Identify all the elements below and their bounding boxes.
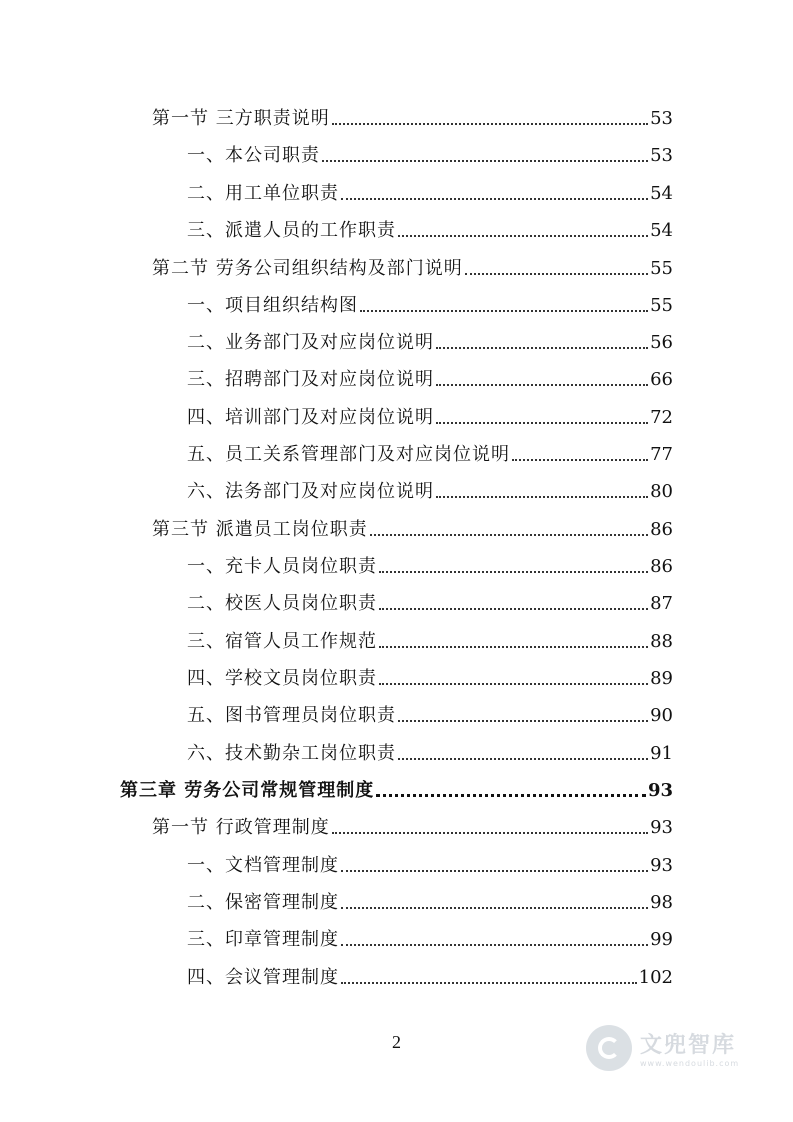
toc-entry[interactable] xyxy=(187,630,673,654)
watermark-text xyxy=(640,1028,739,1068)
toc-entry-page: 98 xyxy=(650,892,673,913)
toc-entry-page: 99 xyxy=(650,929,673,950)
toc-entry-page: 72 xyxy=(650,407,673,428)
toc-entry-title: 第一节 三方职责说明 xyxy=(152,108,330,129)
toc-entry-page: 89 xyxy=(650,668,673,689)
toc-leader-dots xyxy=(370,534,648,536)
toc-entry-title: 四、会议管理制度 xyxy=(187,967,339,988)
toc-leader-dots xyxy=(341,907,648,909)
toc-leader-dots xyxy=(379,683,648,685)
toc-entry-title: 第三节 派遣员工岗位职责 xyxy=(152,519,368,540)
toc-leader-dots xyxy=(436,347,648,349)
toc-entry[interactable] xyxy=(187,555,673,579)
toc-entry-title: 四、培训部门及对应岗位说明 xyxy=(187,407,434,428)
toc-entry[interactable] xyxy=(187,667,673,691)
toc-leader-dots xyxy=(512,459,648,461)
toc-leader-dots xyxy=(398,720,648,722)
toc-entry-title: 五、员工关系管理部门及对应岗位说明 xyxy=(187,444,510,465)
toc-leader-dots xyxy=(376,794,646,797)
toc-entry[interactable] xyxy=(187,966,673,990)
toc-entry-page: 86 xyxy=(650,556,673,577)
watermark-text-cn: 文兜智库 xyxy=(640,1033,737,1058)
toc-entry-title: 第一节 行政管理制度 xyxy=(152,817,330,838)
toc-entry[interactable] xyxy=(187,368,673,392)
toc-entry-title: 一、充卡人员岗位职责 xyxy=(187,556,377,577)
toc-entry-title: 五、图书管理员岗位职责 xyxy=(187,705,396,726)
toc-entry[interactable] xyxy=(152,107,673,131)
toc-leader-dots xyxy=(341,870,648,872)
toc-entry-page: 54 xyxy=(650,183,673,204)
toc-leader-dots xyxy=(398,758,648,760)
toc-leader-dots xyxy=(379,646,648,648)
toc-entry-page: 80 xyxy=(650,481,673,502)
toc-leader-dots xyxy=(341,198,648,200)
toc-entry-page: 54 xyxy=(650,220,673,241)
toc-leader-dots xyxy=(379,608,648,610)
toc-entry[interactable] xyxy=(187,928,673,952)
toc-entry-page: 93 xyxy=(650,855,673,876)
watermark-text-en: www.wendoulib.com xyxy=(640,1059,740,1068)
toc-entry[interactable] xyxy=(187,480,673,504)
toc-leader-dots xyxy=(436,384,648,386)
toc-entry[interactable] xyxy=(187,182,673,206)
toc-entry-title: 二、校医人员岗位职责 xyxy=(187,593,377,614)
toc-leader-dots xyxy=(332,832,648,834)
toc-entry-page: 90 xyxy=(650,705,673,726)
toc-leader-dots xyxy=(360,310,648,312)
toc-entry-title: 第三章 劳务公司常规管理制度 xyxy=(120,780,375,801)
toc-entry-title: 三、招聘部门及对应岗位说明 xyxy=(187,369,434,390)
toc-entry-page: 66 xyxy=(650,369,673,390)
toc-entry[interactable] xyxy=(187,219,673,243)
toc-entry-title: 三、印章管理制度 xyxy=(187,929,339,950)
toc-entry-title: 一、本公司职责 xyxy=(187,145,320,166)
toc-leader-dots xyxy=(322,160,648,162)
toc-entry-page: 93 xyxy=(647,780,673,801)
toc-entry-title: 二、用工单位职责 xyxy=(187,183,339,204)
toc-entry[interactable] xyxy=(187,144,673,168)
toc-entry-page: 77 xyxy=(650,444,673,465)
toc-entry-page: 91 xyxy=(650,743,673,764)
toc-entry[interactable] xyxy=(187,854,673,878)
page-number: 2 xyxy=(392,1032,401,1052)
toc-leader-dots xyxy=(436,496,648,498)
toc-entry-page: 102 xyxy=(638,967,673,988)
toc-entry-page: 86 xyxy=(650,519,673,540)
toc-entry-page: 53 xyxy=(650,145,673,166)
toc-entry-page: 55 xyxy=(650,295,673,316)
toc-entry[interactable] xyxy=(152,257,673,281)
toc-leader-dots xyxy=(398,235,648,237)
toc-leader-dots xyxy=(332,123,648,125)
toc-entry[interactable] xyxy=(152,518,673,542)
toc-entry-page: 93 xyxy=(650,817,673,838)
toc-entry-title: 三、派遣人员的工作职责 xyxy=(187,220,396,241)
toc-entry-chapter[interactable] xyxy=(120,779,673,803)
toc-entry-title: 三、宿管人员工作规范 xyxy=(187,631,377,652)
toc-entry-page: 56 xyxy=(650,332,673,353)
toc-entry-page: 88 xyxy=(650,631,673,652)
toc-entry[interactable] xyxy=(187,331,673,355)
toc-leader-dots xyxy=(436,422,648,424)
toc-entry[interactable] xyxy=(187,443,673,467)
toc-leader-dots xyxy=(341,944,648,946)
toc-entry[interactable] xyxy=(187,592,673,616)
watermark xyxy=(586,1018,766,1078)
toc-entry[interactable] xyxy=(187,406,673,430)
toc-entry[interactable] xyxy=(187,704,673,728)
toc-entry-page: 87 xyxy=(650,593,673,614)
toc-entry-title: 六、技术勤杂工岗位职责 xyxy=(187,743,396,764)
toc-entry[interactable] xyxy=(187,891,673,915)
watermark-logo-icon xyxy=(586,1025,632,1071)
toc-entry-title: 二、业务部门及对应岗位说明 xyxy=(187,332,434,353)
toc-leader-dots xyxy=(341,982,637,984)
toc-entry-title: 一、文档管理制度 xyxy=(187,855,339,876)
toc-entry-title: 四、学校文员岗位职责 xyxy=(187,668,377,689)
toc-entry[interactable] xyxy=(187,294,673,318)
toc-entry[interactable] xyxy=(152,816,673,840)
toc-entry-page: 53 xyxy=(650,108,673,129)
toc-entry[interactable] xyxy=(187,742,673,766)
toc-leader-dots xyxy=(465,273,648,275)
toc-entry-title: 一、项目组织结构图 xyxy=(187,295,358,316)
toc-leader-dots xyxy=(379,571,648,573)
toc-entry-page: 55 xyxy=(650,258,673,279)
toc-entry-title: 六、法务部门及对应岗位说明 xyxy=(187,481,434,502)
toc-entry-title: 第二节 劳务公司组织结构及部门说明 xyxy=(152,258,463,279)
toc-entry-title: 二、保密管理制度 xyxy=(187,892,339,913)
